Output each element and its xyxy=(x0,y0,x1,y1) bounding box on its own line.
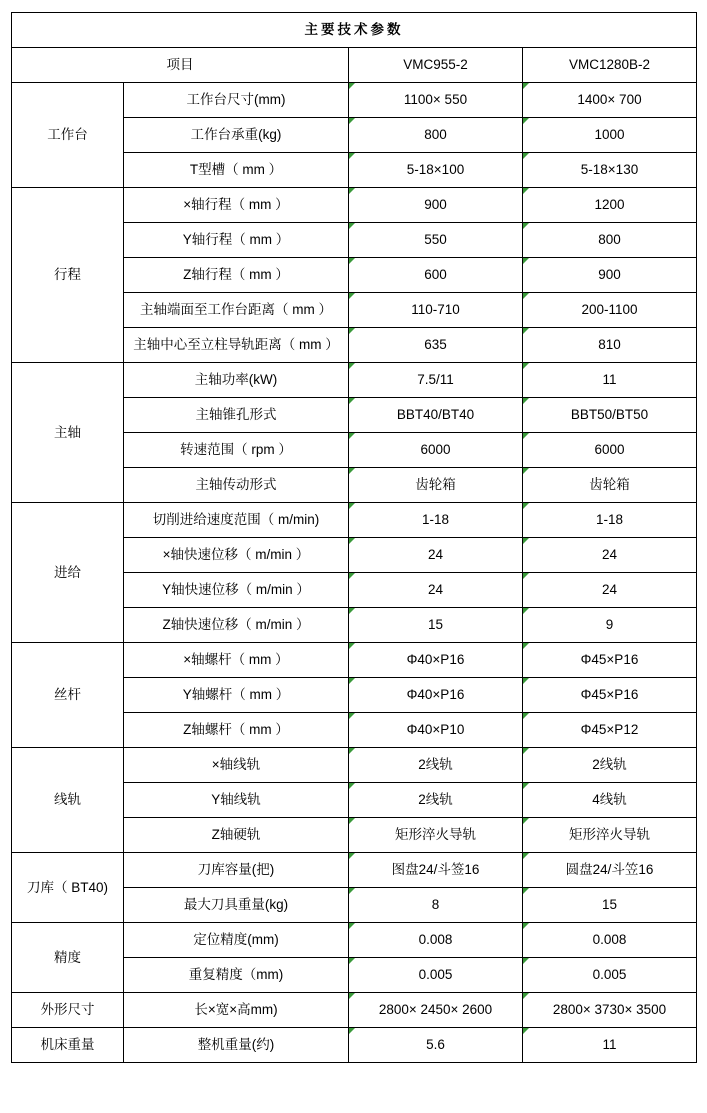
row-item-label: Z轴快速位移（ m/min ） xyxy=(124,608,349,643)
table-row xyxy=(12,853,697,888)
row-item-label: Y轴线轨 xyxy=(124,783,349,818)
row-value-model-2: 2800× 3730× 3500 xyxy=(523,993,697,1028)
row-value-model-1: 15 xyxy=(349,608,523,643)
row-value-model-2: 200-1100 xyxy=(523,293,697,328)
row-value-model-1: 0.005 xyxy=(349,958,523,993)
row-item-label: 主轴端面至工作台距离（ mm ） xyxy=(124,293,349,328)
row-value-model-1: Φ40×P16 xyxy=(349,643,523,678)
row-value-model-1: 5-18×100 xyxy=(349,153,523,188)
row-item-label: ×轴线轨 xyxy=(124,748,349,783)
table-row xyxy=(12,503,697,538)
row-item-label: 工作台尺寸(mm) xyxy=(124,83,349,118)
table-row xyxy=(12,1028,697,1063)
row-value-model-2: 11 xyxy=(523,1028,697,1063)
row-value-model-2: 24 xyxy=(523,538,697,573)
row-value-model-1: 7.5/11 xyxy=(349,363,523,398)
row-value-model-1: 800 xyxy=(349,118,523,153)
table-row xyxy=(12,363,697,398)
row-value-model-1: Φ40×P16 xyxy=(349,678,523,713)
group-label: 进给 xyxy=(12,503,124,643)
row-value-model-2: 圆盘24/斗笠16 xyxy=(523,853,697,888)
column-header-item: 项目 xyxy=(12,48,349,83)
row-item-label: Y轴行程（ mm ） xyxy=(124,223,349,258)
table-row xyxy=(12,188,697,223)
row-item-label: 主轴功率(kW) xyxy=(124,363,349,398)
group-label: 行程 xyxy=(12,188,124,363)
row-value-model-1: 635 xyxy=(349,328,523,363)
row-item-label: 切削进给速度范围（ m/min) xyxy=(124,503,349,538)
group-label: 线轨 xyxy=(12,748,124,853)
row-value-model-2: 810 xyxy=(523,328,697,363)
row-value-model-1: 图盘24/斗签16 xyxy=(349,853,523,888)
row-value-model-2: 齿轮箱 xyxy=(523,468,697,503)
row-item-label: 转速范围（ rpm ） xyxy=(124,433,349,468)
row-value-model-1: BBT40/BT40 xyxy=(349,398,523,433)
row-value-model-1: 2800× 2450× 2600 xyxy=(349,993,523,1028)
row-value-model-2: 11 xyxy=(523,363,697,398)
group-label: 丝杆 xyxy=(12,643,124,748)
row-value-model-2: 15 xyxy=(523,888,697,923)
row-value-model-2: 4线轨 xyxy=(523,783,697,818)
group-label: 机床重量 xyxy=(12,1028,124,1063)
row-item-label: 整机重量(约) xyxy=(124,1028,349,1063)
row-value-model-2: 0.008 xyxy=(523,923,697,958)
row-value-model-1: 0.008 xyxy=(349,923,523,958)
row-item-label: 刀库容量(把) xyxy=(124,853,349,888)
row-value-model-2: 1400× 700 xyxy=(523,83,697,118)
table-header-row xyxy=(12,48,697,83)
column-header-model-2: VMC1280B-2 xyxy=(523,48,697,83)
row-value-model-2: Φ45×P16 xyxy=(523,678,697,713)
row-item-label: Z轴螺杆（ mm ） xyxy=(124,713,349,748)
row-value-model-1: 8 xyxy=(349,888,523,923)
row-value-model-1: 5.6 xyxy=(349,1028,523,1063)
row-value-model-1: 2线轨 xyxy=(349,748,523,783)
row-value-model-2: 24 xyxy=(523,573,697,608)
page-title: 主要技术参数 xyxy=(12,13,697,48)
row-value-model-2: 800 xyxy=(523,223,697,258)
row-value-model-2: 1000 xyxy=(523,118,697,153)
row-value-model-1: 110-710 xyxy=(349,293,523,328)
table-row xyxy=(12,748,697,783)
row-item-label: 主轴传动形式 xyxy=(124,468,349,503)
row-item-label: 定位精度(mm) xyxy=(124,923,349,958)
row-value-model-1: 齿轮箱 xyxy=(349,468,523,503)
row-item-label: Y轴螺杆（ mm ） xyxy=(124,678,349,713)
row-value-model-1: Φ40×P10 xyxy=(349,713,523,748)
row-value-model-2: 900 xyxy=(523,258,697,293)
row-value-model-2: 0.005 xyxy=(523,958,697,993)
row-value-model-2: 9 xyxy=(523,608,697,643)
row-item-label: 主轴中心至立柱导轨距离（ mm ） xyxy=(124,328,349,363)
row-item-label: Y轴快速位移（ m/min ） xyxy=(124,573,349,608)
row-value-model-1: 6000 xyxy=(349,433,523,468)
column-header-model-1: VMC955-2 xyxy=(349,48,523,83)
row-item-label: 重复精度（mm) xyxy=(124,958,349,993)
table-row xyxy=(12,643,697,678)
row-item-label: 最大刀具重量(kg) xyxy=(124,888,349,923)
row-item-label: ×轴快速位移（ m/min ） xyxy=(124,538,349,573)
table-title-row xyxy=(12,13,697,48)
group-label: 精度 xyxy=(12,923,124,993)
row-value-model-1: 2线轨 xyxy=(349,783,523,818)
row-value-model-2: 矩形淬火导轨 xyxy=(523,818,697,853)
row-value-model-2: 2线轨 xyxy=(523,748,697,783)
row-value-model-2: 5-18×130 xyxy=(523,153,697,188)
row-value-model-2: Φ45×P16 xyxy=(523,643,697,678)
row-value-model-1: 1100× 550 xyxy=(349,83,523,118)
row-item-label: 主轴锥孔形式 xyxy=(124,398,349,433)
specification-table xyxy=(11,12,697,1063)
table-row xyxy=(12,923,697,958)
row-value-model-2: 1200 xyxy=(523,188,697,223)
row-item-label: T型槽（ mm ） xyxy=(124,153,349,188)
table-row xyxy=(12,83,697,118)
group-label: 刀库（ BT40) xyxy=(12,853,124,923)
row-item-label: Z轴硬轨 xyxy=(124,818,349,853)
row-value-model-2: 6000 xyxy=(523,433,697,468)
row-value-model-2: BBT50/BT50 xyxy=(523,398,697,433)
row-value-model-1: 1-18 xyxy=(349,503,523,538)
row-value-model-1: 24 xyxy=(349,538,523,573)
row-item-label: ×轴行程（ mm ） xyxy=(124,188,349,223)
row-value-model-1: 矩形淬火导轨 xyxy=(349,818,523,853)
row-value-model-1: 24 xyxy=(349,573,523,608)
row-item-label: Z轴行程（ mm ） xyxy=(124,258,349,293)
row-value-model-2: 1-18 xyxy=(523,503,697,538)
group-label: 外形尺寸 xyxy=(12,993,124,1028)
group-label: 主轴 xyxy=(12,363,124,503)
table-row xyxy=(12,993,697,1028)
row-value-model-1: 550 xyxy=(349,223,523,258)
group-label: 工作台 xyxy=(12,83,124,188)
row-value-model-1: 600 xyxy=(349,258,523,293)
row-item-label: ×轴螺杆（ mm ） xyxy=(124,643,349,678)
row-item-label: 工作台承重(kg) xyxy=(124,118,349,153)
row-value-model-2: Φ45×P12 xyxy=(523,713,697,748)
row-item-label: 长×宽×高mm) xyxy=(124,993,349,1028)
row-value-model-1: 900 xyxy=(349,188,523,223)
